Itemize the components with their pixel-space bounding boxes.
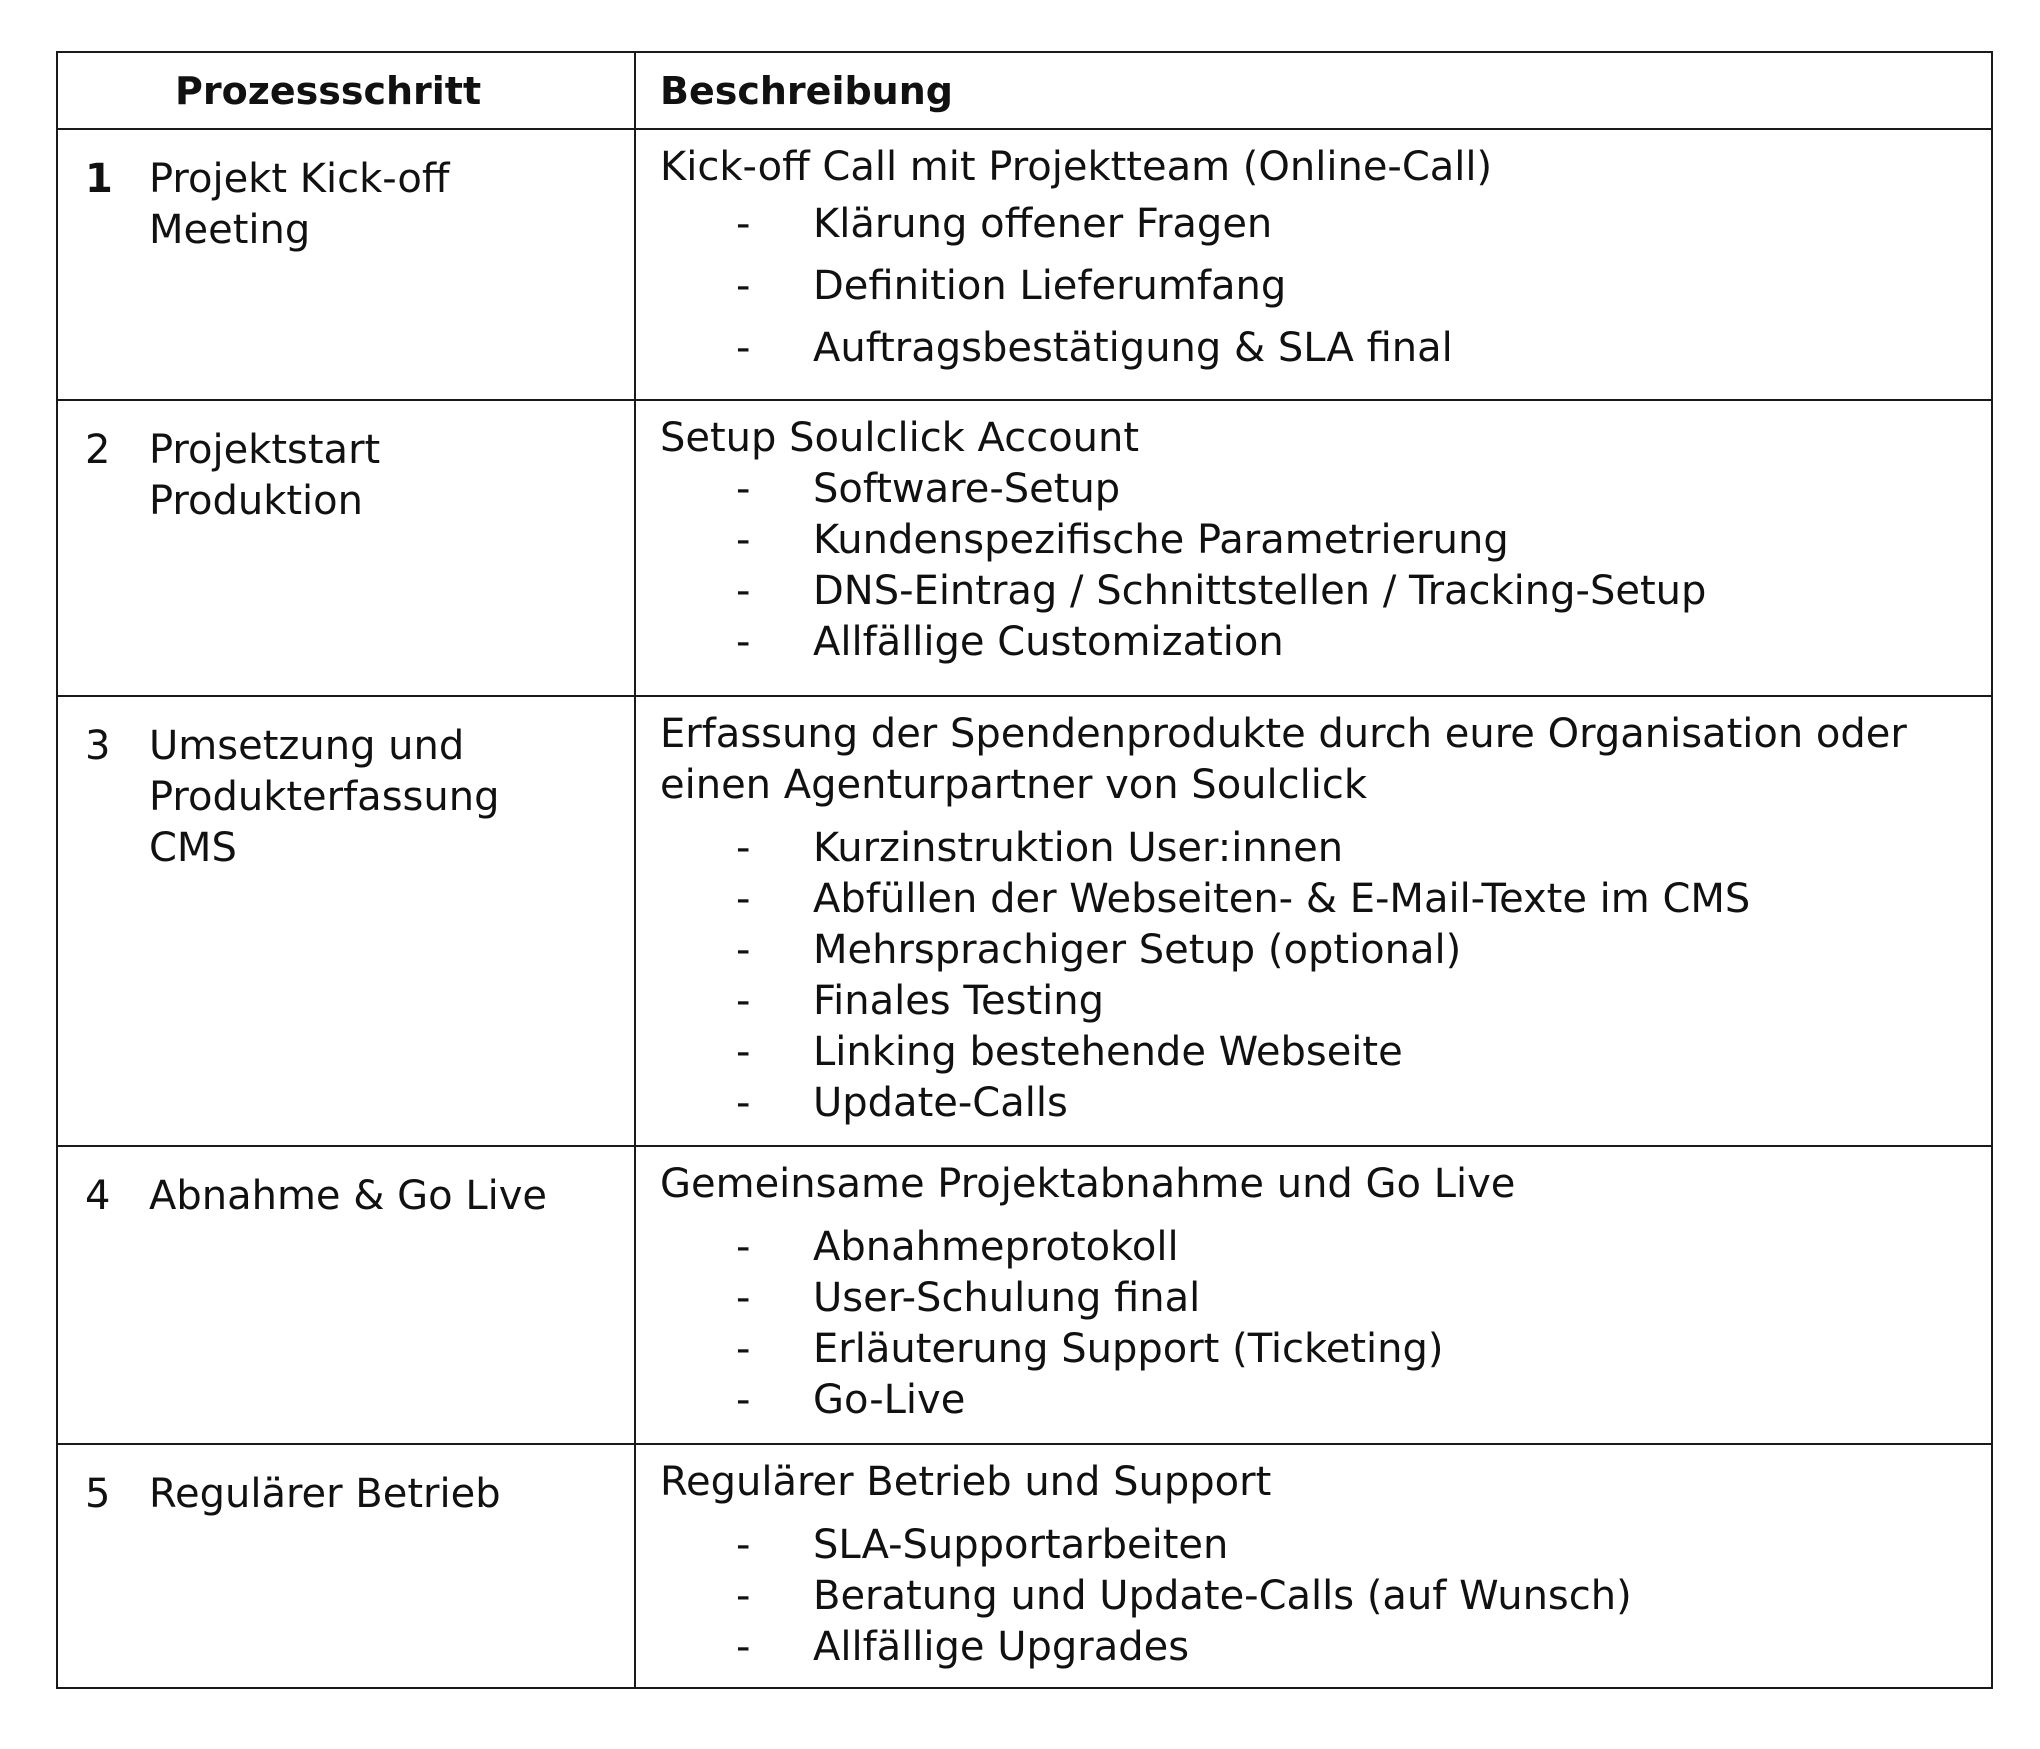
header-process-step: Prozessschritt (57, 52, 635, 129)
list-item (660, 1520, 1991, 1571)
bullet-text: Go-Live (813, 1377, 966, 1423)
bullet-dash: - (736, 1573, 751, 1619)
bullet-dash: - (736, 325, 751, 371)
bullet-text: DNS-Eintrag / Schnittstellen / Tracking-Setup (813, 568, 1707, 614)
description-lead: Kick-off Call mit Projektteam (Online-Call) (660, 144, 1493, 190)
bullet-list (660, 823, 1991, 1129)
bullet-list (660, 1520, 1991, 1673)
bullet-text: Allfällige Customization (813, 619, 1284, 665)
step-cell (57, 1444, 635, 1688)
bullet-text: Linking bestehende Webseite (813, 1029, 1403, 1075)
list-item (660, 317, 1991, 379)
bullet-dash: - (736, 876, 751, 922)
bullet-dash: - (736, 517, 751, 563)
process-table (56, 51, 1993, 1689)
description-cell (635, 1444, 1992, 1688)
step-title: Regulärer Betrieb (149, 1471, 501, 1517)
description-lead: Erfassung der Spendenprodukte durch eure Organisation oder einen Agenturpartner von Soulclick (660, 711, 1907, 808)
bullet-dash: - (736, 927, 751, 973)
bullet-text: Allfällige Upgrades (813, 1624, 1190, 1670)
step-number: 3 (85, 723, 111, 769)
table-row (57, 696, 1992, 1146)
table-row (57, 129, 1992, 400)
bullet-list (660, 1222, 1991, 1426)
list-item (660, 1324, 1991, 1375)
bullet-text: Abnahmeprotokoll (813, 1224, 1179, 1270)
description-cell (635, 400, 1992, 696)
description-lead: Gemeinsame Projektabnahme und Go Live (660, 1161, 1516, 1207)
bullet-text: Klärung offener Fragen (813, 201, 1273, 247)
bullet-text: Software-Setup (813, 466, 1121, 512)
list-item (660, 1273, 1991, 1324)
bullet-dash: - (736, 201, 751, 247)
description-lead: Regulärer Betrieb und Support (660, 1459, 1272, 1505)
list-item (660, 1222, 1991, 1273)
list-item (660, 464, 1991, 515)
bullet-dash: - (736, 1522, 751, 1568)
list-item (660, 925, 1991, 976)
step-title: Umsetzung und Produkterfassung CMS (149, 723, 500, 871)
description-lead: Setup Soulclick Account (660, 415, 1140, 461)
bullet-list (660, 193, 1991, 379)
bullet-text: Kurzinstruktion User:innen (813, 825, 1344, 871)
bullet-dash: - (736, 978, 751, 1024)
header-description: Beschreibung (635, 52, 1992, 129)
table-row (57, 400, 1992, 696)
description-cell (635, 696, 1992, 1146)
table-header-row (57, 52, 1992, 129)
bullet-text: Finales Testing (813, 978, 1104, 1024)
bullet-dash: - (736, 1624, 751, 1670)
bullet-dash: - (736, 1029, 751, 1075)
step-title: Projekt Kick-off Meeting (149, 156, 450, 253)
bullet-text: Beratung und Update-Calls (auf Wunsch) (813, 1573, 1632, 1619)
list-item (660, 566, 1991, 617)
bullet-dash: - (736, 568, 751, 614)
description-cell (635, 129, 1992, 400)
bullet-dash: - (736, 825, 751, 871)
list-item (660, 1571, 1991, 1622)
bullet-dash: - (736, 263, 751, 309)
bullet-dash: - (736, 1377, 751, 1423)
bullet-dash: - (736, 1224, 751, 1270)
list-item (660, 617, 1991, 668)
step-number: 2 (85, 427, 111, 473)
step-title: Projektstart Produktion (149, 427, 381, 524)
bullet-text: Update-Calls (813, 1080, 1068, 1126)
list-item (660, 823, 1991, 874)
step-number: 5 (85, 1471, 111, 1517)
list-item (660, 874, 1991, 925)
bullet-list (660, 464, 1991, 668)
step-cell (57, 696, 635, 1146)
bullet-text: User-Schulung final (813, 1275, 1201, 1321)
table-row (57, 1146, 1992, 1444)
table-row (57, 1444, 1992, 1688)
bullet-dash: - (736, 1326, 751, 1372)
bullet-dash: - (736, 1275, 751, 1321)
list-item (660, 255, 1991, 317)
step-cell (57, 400, 635, 696)
bullet-dash: - (736, 466, 751, 512)
step-number: 1 (85, 156, 113, 202)
description-cell (635, 1146, 1992, 1444)
bullet-text: SLA-Supportarbeiten (813, 1522, 1229, 1568)
list-item (660, 1375, 1991, 1426)
list-item (660, 193, 1991, 255)
list-item (660, 976, 1991, 1027)
bullet-dash: - (736, 1080, 751, 1126)
bullet-dash: - (736, 619, 751, 665)
step-number: 4 (85, 1173, 111, 1219)
bullet-text: Auftragsbestätigung & SLA final (813, 325, 1453, 371)
list-item (660, 1622, 1991, 1673)
bullet-text: Abfüllen der Webseiten- & E-Mail-Texte im CMS (813, 876, 1751, 922)
step-title: Abnahme & Go Live (149, 1173, 548, 1219)
bullet-text: Kundenspezifische Parametrierung (813, 517, 1509, 563)
list-item (660, 1078, 1991, 1129)
step-cell (57, 1146, 635, 1444)
step-cell (57, 129, 635, 400)
list-item (660, 515, 1991, 566)
bullet-text: Mehrsprachiger Setup (optional) (813, 927, 1462, 973)
bullet-text: Erläuterung Support (Ticketing) (813, 1326, 1444, 1372)
list-item (660, 1027, 1991, 1078)
bullet-text: Definition Lieferumfang (813, 263, 1287, 309)
